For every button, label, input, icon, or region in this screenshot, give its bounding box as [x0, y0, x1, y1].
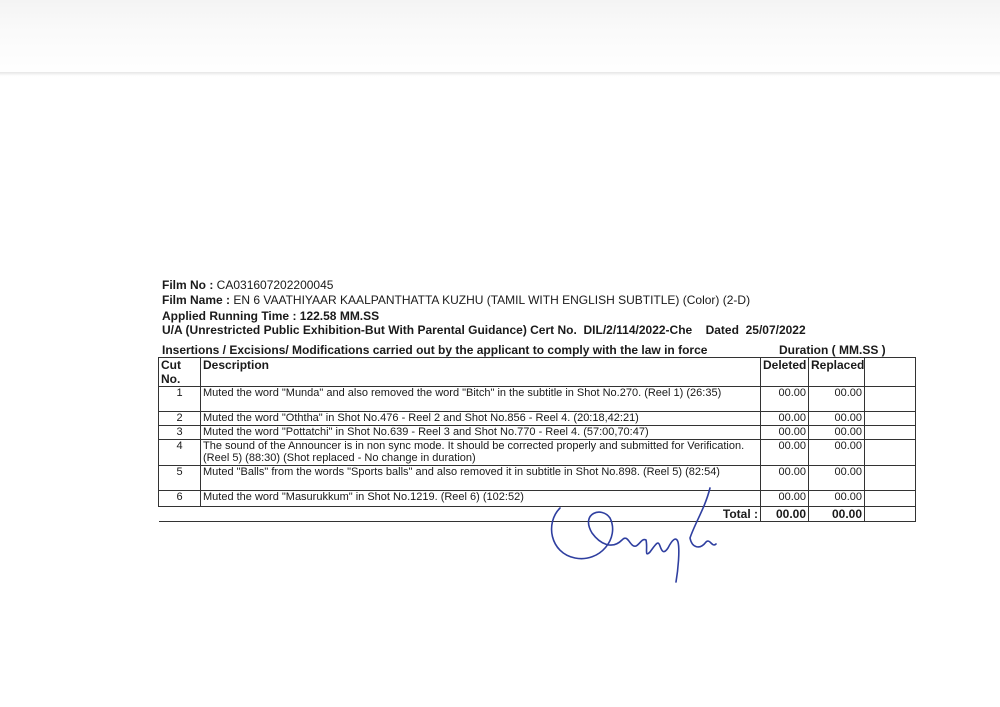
- blank-cell: [865, 440, 916, 466]
- dated-label: Dated: [705, 323, 739, 337]
- cut-replaced: 00.00: [809, 440, 865, 466]
- cut-deleted: 00.00: [761, 412, 809, 426]
- cut-no: 6: [159, 491, 201, 507]
- cut-no: 4: [159, 440, 201, 466]
- cut-no: 5: [159, 466, 201, 491]
- col-cut-no: Cut No.: [159, 358, 201, 387]
- cut-deleted: 00.00: [761, 440, 809, 466]
- blank-cell: [865, 466, 916, 491]
- cert-no: DIL/2/114/2022-Che: [583, 323, 693, 337]
- total-label: Total :: [159, 507, 761, 522]
- signature: [540, 478, 740, 588]
- col-replaced: Replaced: [809, 358, 865, 387]
- duration-label: Duration ( MM.SS ): [779, 343, 886, 357]
- dated-value: 25/07/2022: [745, 323, 806, 337]
- total-deleted: 00.00: [761, 507, 809, 522]
- cert-label: U/A (Unrestricted Public Exhibition-But With Parental Guidance) Cert No.: [162, 323, 577, 337]
- film-no-label: Film No :: [162, 278, 214, 292]
- cut-deleted: 00.00: [761, 426, 809, 440]
- cut-replaced: 00.00: [809, 426, 865, 440]
- running-time-label: Applied Running Time :: [162, 309, 297, 323]
- table-row: [159, 440, 916, 466]
- film-name-label: Film Name :: [162, 293, 231, 307]
- table-header-row: [159, 358, 916, 387]
- signature-stroke: [552, 488, 716, 582]
- blank-cell: [865, 507, 916, 522]
- col-description: Description: [201, 358, 761, 387]
- cut-description: Muted the word "Pottatchi" in Shot No.639 - Reel 3 and Shot No.770 - Reel 4. (57:00,70:47): [201, 426, 761, 440]
- running-time-line: [162, 309, 379, 323]
- cut-replaced: 00.00: [809, 466, 865, 491]
- section-title: Insertions / Excisions/ Modifications carried out by the applicant to comply with the law in force: [162, 343, 708, 357]
- table-row: [159, 412, 916, 426]
- blank-cell: [865, 426, 916, 440]
- cut-description: Muted "Balls" from the words "Sports balls" and also removed it in subtitle in Shot No.898. (Reel 5) (82:54): [201, 466, 761, 491]
- total-row: [159, 507, 916, 522]
- cut-description: Muted the word "Masurukkum" in Shot No.1219. (Reel 6) (102:52): [201, 491, 761, 507]
- table-row: [159, 426, 916, 440]
- cut-description: Muted the word "Munda" and also removed the word "Bitch" in the subtitle in Shot No.270. (Reel 1) (26:35): [201, 387, 761, 412]
- film-name-line: [162, 293, 750, 307]
- scan-shadow: [0, 0, 1000, 80]
- film-no-value: CA031607202200045: [216, 278, 334, 292]
- cut-description: Muted the word "Oththa" in Shot No.476 - Reel 2 and Shot No.856 - Reel 4. (20:18,42:21): [201, 412, 761, 426]
- cut-no: 3: [159, 426, 201, 440]
- cut-deleted: 00.00: [761, 387, 809, 412]
- blank-cell: [865, 387, 916, 412]
- cut-no: 1: [159, 387, 201, 412]
- cuts-table: [158, 357, 916, 522]
- table-row: [159, 387, 916, 412]
- cut-replaced: 00.00: [809, 387, 865, 412]
- blank-cell: [865, 491, 916, 507]
- cut-deleted: 00.00: [761, 466, 809, 491]
- film-no-line: [162, 278, 333, 292]
- cut-replaced: 00.00: [809, 412, 865, 426]
- cut-description: The sound of the Announcer is in non sync mode. It should be corrected properly and submitted for Verification. (Reel 5) (88:30) (Shot replaced - No change in duration): [201, 440, 761, 466]
- table-row: [159, 491, 916, 507]
- running-time-value: 122.58 MM.SS: [299, 309, 380, 323]
- table-row: [159, 466, 916, 491]
- col-empty: [865, 358, 916, 387]
- film-name-value: EN 6 VAATHIYAAR KAALPANTHATTA KUZHU (TAMIL WITH ENGLISH SUBTITLE) (Color) (2-D): [233, 293, 751, 307]
- cut-no: 2: [159, 412, 201, 426]
- col-deleted: Deleted: [761, 358, 809, 387]
- cut-deleted: 00.00: [761, 491, 809, 507]
- cert-line: [162, 323, 806, 337]
- cut-replaced: 00.00: [809, 491, 865, 507]
- blank-cell: [865, 412, 916, 426]
- paper-fold: [0, 72, 1000, 76]
- total-replaced: 00.00: [809, 507, 865, 522]
